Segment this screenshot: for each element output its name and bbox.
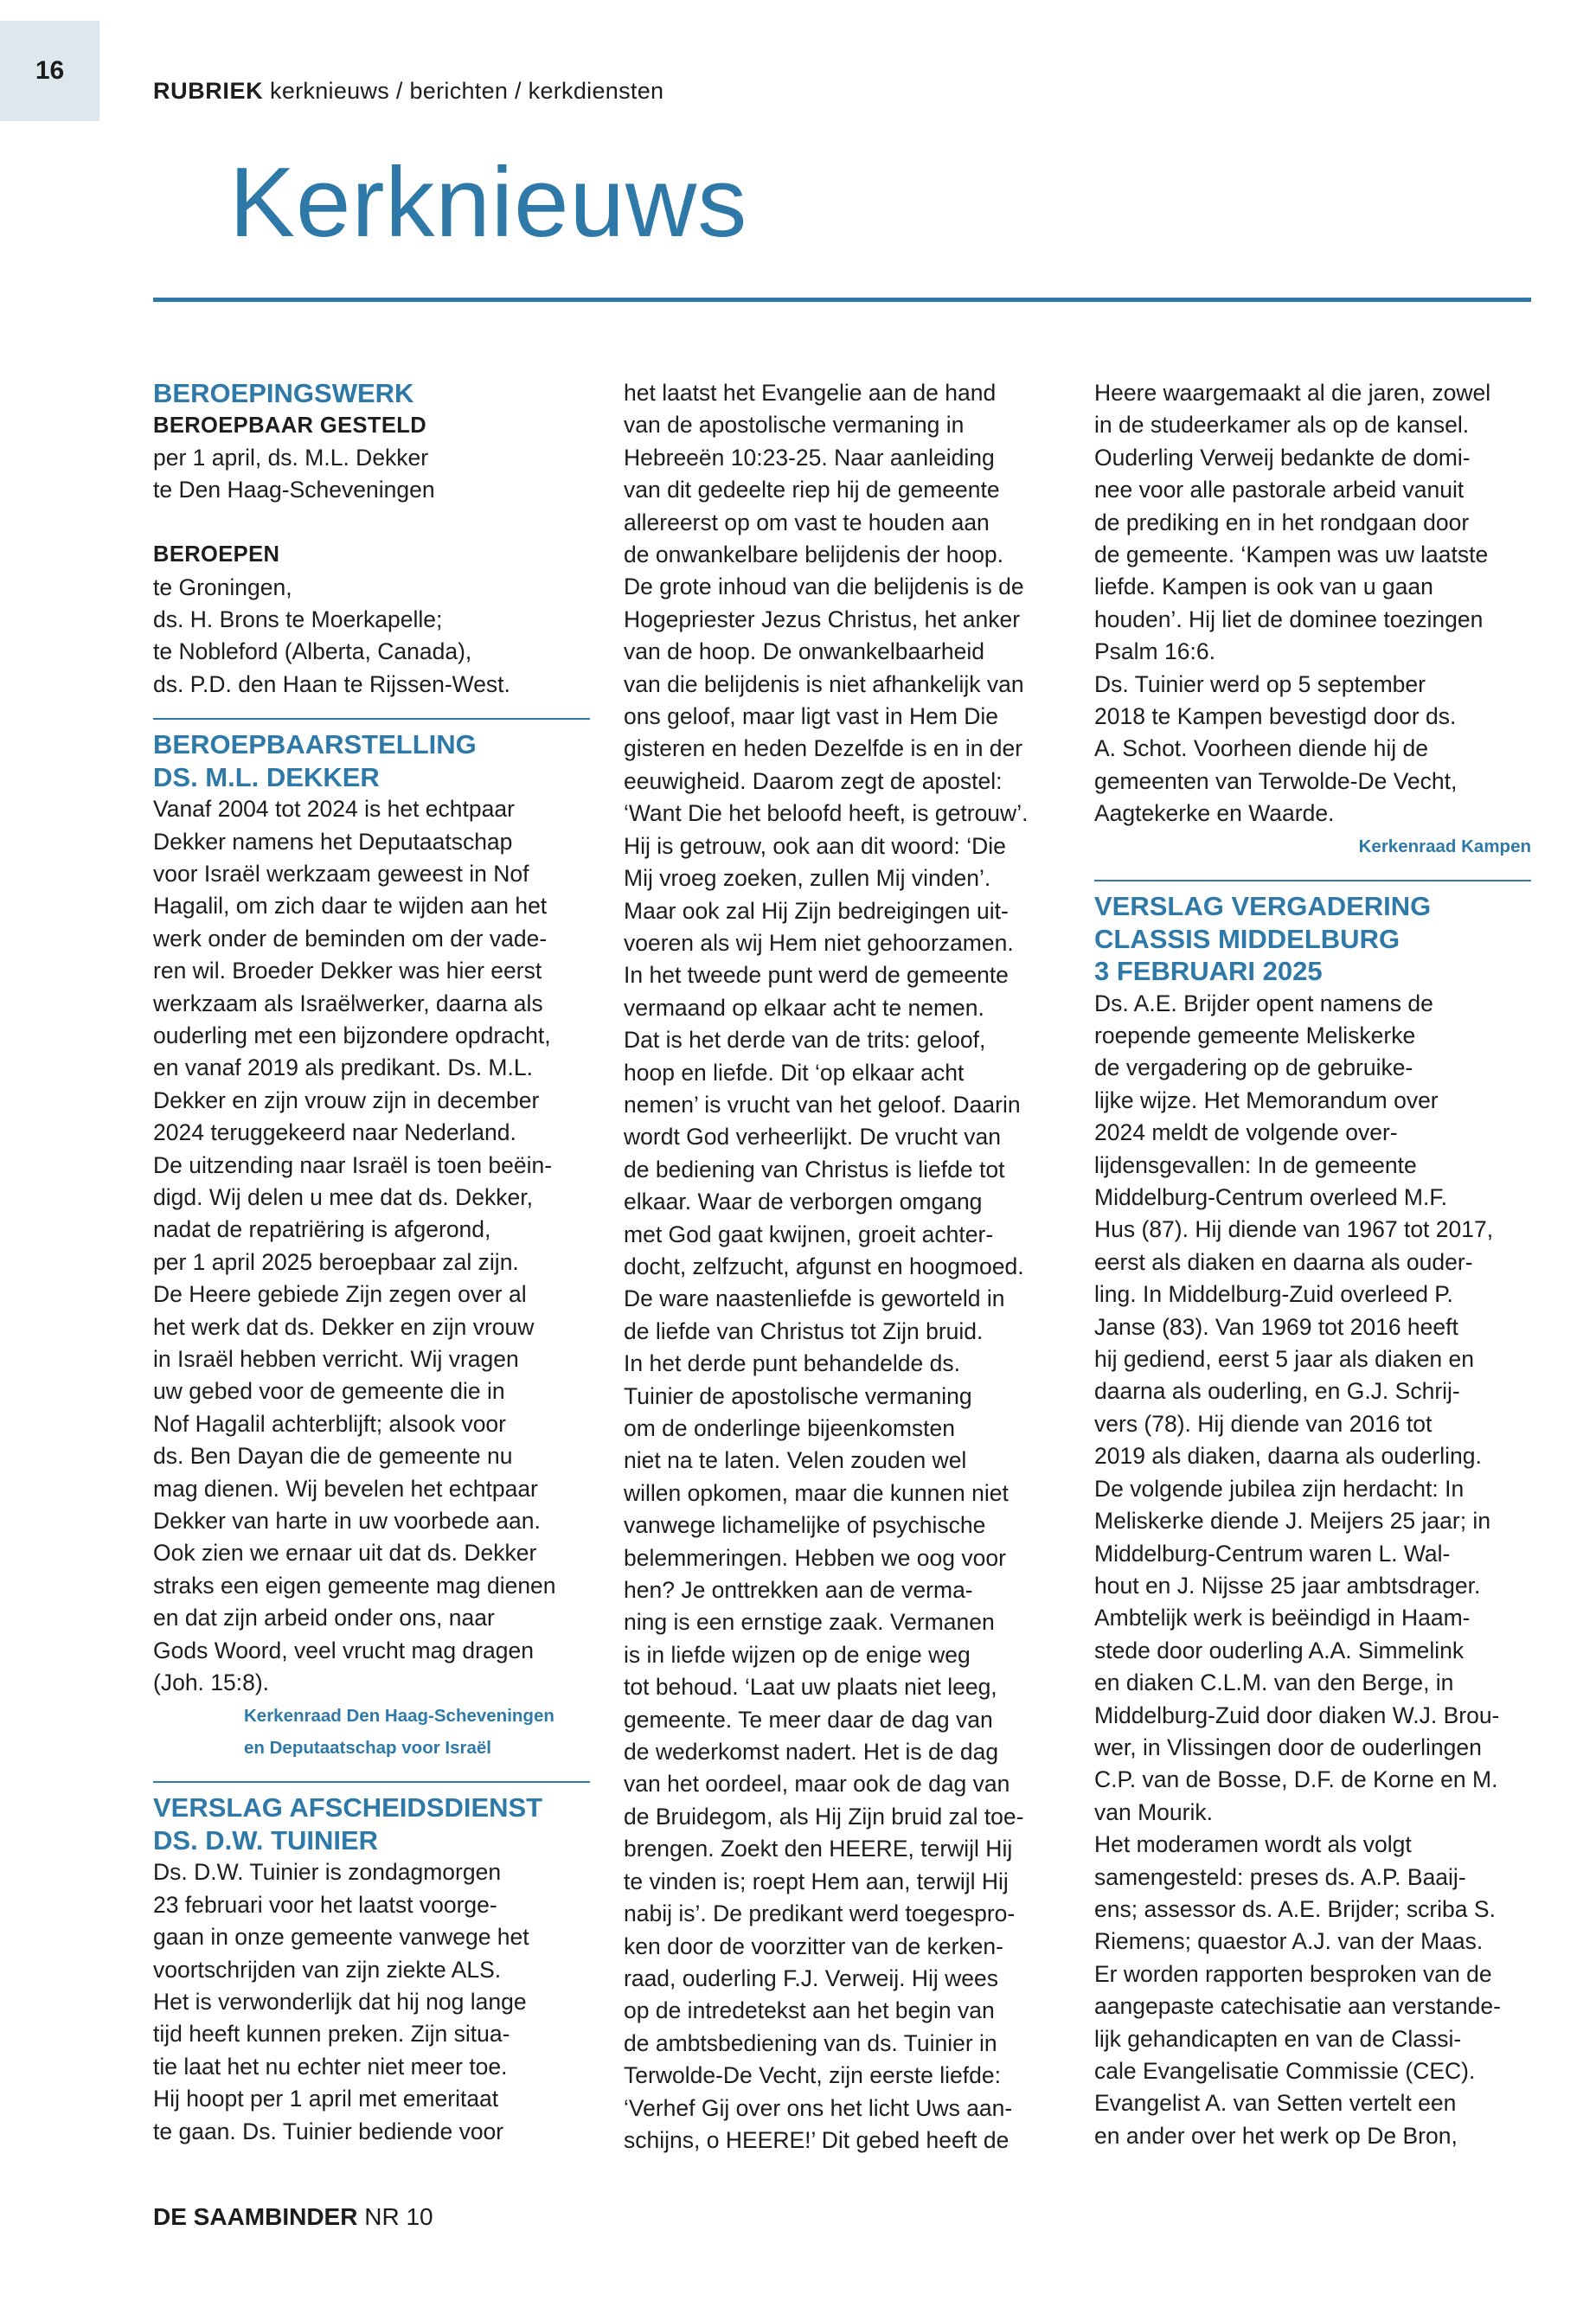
- beroepen-text: [153, 572, 590, 702]
- text-line: hout en J. Nijsse 25 jaar ambtsdrager.: [1094, 1572, 1481, 1599]
- text-line: Ds. Tuinier werd op 5 september: [1094, 670, 1426, 697]
- text-line: Hogepriester Jezus Christus, het anker: [624, 606, 1021, 632]
- text-line: Gods Woord, veel vrucht mag dragen: [153, 1637, 534, 1663]
- text-line: ning is een ernstige zaak. Vermanen: [624, 1609, 995, 1636]
- text-line: te gaan. Ds. Tuinier bediende voor: [153, 2118, 504, 2144]
- text-line: ren wil. Broeder Dekker was hier eerst: [153, 958, 542, 984]
- text-line: aangepaste catechisatie aan verstande-: [1094, 1993, 1501, 2020]
- text-line: van dit gedeelte riep hij de gemeente: [624, 477, 1000, 503]
- text-line: Aagtekerke en Waarde.: [1094, 800, 1335, 827]
- text-line: In het derde punt behandelde ds.: [624, 1350, 960, 1377]
- text-line: De volgende jubilea zijn herdacht: In: [1094, 1475, 1465, 1502]
- text-line: Middelburg-Centrum waren L. Wal-: [1094, 1540, 1451, 1567]
- text-line: raad, ouderling F.J. Verweij. Hij wees: [624, 1965, 999, 1991]
- text-line: wordt God verheerlijkt. De vrucht van: [624, 1124, 1001, 1150]
- text-line: van Mourik.: [1094, 1798, 1213, 1825]
- text-line: lijke wijze. Het Memorandum over: [1094, 1086, 1439, 1113]
- text-line: lijdensgevallen: In de gemeente: [1094, 1151, 1417, 1178]
- text-line: wer, in Vlissingen door de ouderlingen: [1094, 1734, 1482, 1760]
- text-line: C.P. van de Bosse, D.F. de Korne en M.: [1094, 1766, 1498, 1793]
- text-line: de Bruidegom, als Hij Zijn bruid zal toe-: [624, 1803, 1024, 1830]
- text-line: van die belijdenis is niet afhankelijk van: [624, 670, 1024, 697]
- text-line: Dat is het derde van de trits: geloof,: [624, 1027, 986, 1054]
- heading-afscheidsdienst: [153, 1791, 590, 1856]
- text-line: Dekker en zijn vrouw zijn in december: [153, 1086, 540, 1113]
- text-line: Ouderling Verweij bedankte de domi-: [1094, 444, 1471, 471]
- text-line: vanwege lichamelijke of psychische: [624, 1512, 986, 1539]
- text-line: DS. D.W. TUINIER: [153, 1824, 379, 1856]
- text-line: de gemeente. ‘Kampen was uw laatste: [1094, 542, 1489, 568]
- text-line: is in liefde wijzen op de enige weg: [624, 1641, 971, 1668]
- text-line: ds. P.D. den Haan te Rijssen-West.: [153, 670, 510, 697]
- text-line: schijns, o HEERE!’ Dit gebed heeft de: [624, 2126, 1010, 2153]
- text-line: Hij hoopt per 1 april met emeritaat: [153, 2086, 499, 2112]
- text-line: willen opkomen, maar die kunnen niet: [624, 1479, 1009, 1506]
- text-line: Het is verwonderlijk dat hij nog lange: [153, 1988, 527, 2015]
- afscheidsdienst-body: [153, 1856, 590, 2148]
- text-line: om de onderlinge bijeenkomsten: [624, 1415, 956, 1441]
- text-line: Dekker namens het Deputaatschap: [153, 828, 513, 855]
- page-title: Kerknieuws: [229, 148, 748, 258]
- text-line: roepende gemeente Meliskerke: [1094, 1022, 1416, 1048]
- text-line: Het moderamen wordt als volgt: [1094, 1831, 1412, 1858]
- text-line: gemeenten van Terwolde-De Vecht,: [1094, 767, 1458, 794]
- text-line: gemeente. Te meer daar de dag van: [624, 1706, 993, 1733]
- text-line: niet na te laten. Velen zouden wel: [624, 1447, 967, 1474]
- text-line: nabij is’. De predikant werd toegespro-: [624, 1900, 1016, 1927]
- text-line: De Heere gebiede Zijn zegen over al: [153, 1281, 527, 1308]
- section-divider: [1094, 880, 1531, 881]
- text-line: de prediking en in het rondgaan door: [1094, 509, 1470, 535]
- text-line: lijk gehandicapten en van de Classi-: [1094, 2025, 1462, 2052]
- signature-kampen: Kerkenraad Kampen: [1358, 836, 1531, 856]
- text-line: ens; assessor ds. A.E. Brijder; scriba S.: [1094, 1895, 1496, 1922]
- text-line: stede door ouderling A.A. Simmelink: [1094, 1637, 1465, 1663]
- text-line: Ambtelijk werk is beëindigd in Haam-: [1094, 1605, 1471, 1631]
- text-line: 23 februari voor het laatst voorge-: [153, 1891, 497, 1918]
- page-number: 16: [0, 21, 99, 121]
- text-line: Hebreeën 10:23-25. Naar aanleiding: [624, 444, 995, 471]
- text-line: van de apostolische vermaning in: [624, 412, 965, 439]
- column-3: [1094, 377, 1531, 2152]
- section-label: RUBRIEK: [153, 78, 264, 104]
- text-line: eerst als diaken en daarna als ouder-: [1094, 1248, 1473, 1275]
- classis-body: [1094, 988, 1531, 2153]
- text-line: het laatst het Evangelie aan de hand: [624, 380, 997, 406]
- afscheidsdienst-body-continued: [624, 377, 1061, 2157]
- text-line: Hij is getrouw, ook aan dit woord: ‘Die: [624, 832, 1006, 859]
- text-line: Kerkenraad Den Haag-Scheveningen: [244, 1705, 554, 1726]
- text-line: de ambtsbediening van ds. Tuinier in: [624, 2029, 997, 2056]
- column-2: [624, 377, 1061, 2157]
- text-line: uw gebed voor de gemeente die in: [153, 1378, 505, 1405]
- text-line: gaan in onze gemeente vanwege het: [153, 1924, 529, 1951]
- title-divider: [153, 298, 1531, 302]
- text-line: te Nobleford (Alberta, Canada),: [153, 638, 472, 665]
- text-line: Er worden rapporten besproken van de: [1094, 1960, 1492, 1987]
- text-line: werkzaam als Israëlwerker, daarna als: [153, 990, 543, 1016]
- text-line: ken door de voorzitter van de kerken-: [624, 1932, 1003, 1959]
- text-line: Nof Hagalil achterblijft; alsook voor: [153, 1410, 506, 1437]
- text-line: nemen’ is vrucht van het geloof. Daarin: [624, 1091, 1021, 1118]
- text-line: ds. Ben Dayan die de gemeente nu: [153, 1443, 513, 1470]
- text-line: tijd heeft kunnen preken. Zijn situa-: [153, 2021, 510, 2048]
- text-line: Middelburg-Centrum overleed M.F.: [1094, 1184, 1447, 1211]
- text-line: Maar ook zal Hij Zijn bedreigingen uit-: [624, 897, 1009, 924]
- text-line: samengesteld: preses ds. A.P. Baaij-: [1094, 1863, 1466, 1890]
- beroepbaar-gesteld-text: [153, 442, 590, 507]
- text-line: ons geloof, maar ligt vast in Hem Die: [624, 703, 999, 730]
- text-line: belemmeringen. Hebben we oog voor: [624, 1544, 1006, 1571]
- text-line: Mij vroeg zoeken, zullen Mij vinden’.: [624, 865, 991, 892]
- text-line: BEROEPBAARSTELLING: [153, 729, 477, 760]
- text-line: De ware naastenliefde is geworteld in: [624, 1285, 1005, 1312]
- text-line: Hagalil, om zich daar te wijden aan het: [153, 893, 548, 920]
- text-line: Riemens; quaestor A.J. van der Maas.: [1094, 1928, 1484, 1955]
- heading-beroepbaarstelling: [153, 728, 590, 793]
- signature-den-haag: [153, 1700, 590, 1765]
- text-line: Heere waargemaakt al die jaren, zowel: [1094, 380, 1491, 406]
- text-line: per 1 april, ds. M.L. Dekker: [153, 444, 429, 471]
- heading-beroepingswerk: BEROEPINGSWERK: [153, 378, 414, 408]
- text-line: en Deputaatschap voor Israël: [244, 1737, 491, 1758]
- text-line: tot behoud. ‘Laat uw plaats niet leeg,: [624, 1674, 997, 1701]
- text-line: voor Israël werkzaam geweest in Nof: [153, 860, 529, 887]
- text-line: VERSLAG VERGADERING: [1094, 891, 1432, 922]
- issue-number: NR 10: [364, 2203, 433, 2230]
- text-line: de bediening van Christus is liefde tot: [624, 1156, 1005, 1183]
- text-line: 2019 als diaken, daarna als ouderling.: [1094, 1443, 1482, 1470]
- beroepbaarstelling-body: [153, 793, 590, 1699]
- text-line: Ds. A.E. Brijder opent namens de: [1094, 990, 1433, 1016]
- text-line: tie laat het nu echter niet meer toe.: [153, 2053, 508, 2080]
- section-divider: [153, 1781, 590, 1783]
- footer: [153, 2203, 433, 2231]
- text-line: de vergadering op de gebruike-: [1094, 1054, 1413, 1081]
- text-line: Psalm 16:6.: [1094, 638, 1215, 665]
- section-divider: [153, 718, 590, 720]
- text-line: De uitzending naar Israël is toen beëin-: [153, 1151, 553, 1178]
- text-line: te vinden is; roept Hem aan, terwijl Hij: [624, 1868, 1009, 1894]
- text-line: De grote inhoud van die belijdenis is de: [624, 574, 1024, 600]
- text-line: (Joh. 15:8).: [153, 1670, 270, 1696]
- text-line: vers (78). Hij diende van 2016 tot: [1094, 1410, 1433, 1437]
- text-line: cale Evangelisatie Commissie (CEC).: [1094, 2058, 1476, 2084]
- text-line: hen? Je onttrekken aan de verma-: [624, 1577, 973, 1604]
- section-header: [153, 78, 663, 105]
- text-line: Terwolde-De Vecht, zijn eerste liefde:: [624, 2062, 1001, 2089]
- text-line: ds. H. Brons te Moerkapelle;: [153, 606, 443, 632]
- text-line: de liefde van Christus tot Zijn bruid.: [624, 1317, 984, 1344]
- text-line: Middelburg-Zuid door diaken W.J. Brou-: [1094, 1702, 1500, 1728]
- text-line: VERSLAG AFSCHEIDSDIENST: [153, 1792, 543, 1823]
- heading-classis-middelburg: [1094, 890, 1531, 988]
- text-line: In het tweede punt werd de gemeente: [624, 962, 1009, 989]
- text-line: digd. Wij delen u mee dat ds. Dekker,: [153, 1184, 533, 1211]
- text-line: nee voor alle pastorale arbeid vanuit: [1094, 477, 1465, 503]
- text-line: houden’. Hij liet de dominee toezingen: [1094, 606, 1484, 632]
- text-line: nadat de repatriëring is afgerond,: [153, 1216, 491, 1243]
- text-line: het werk dat ds. Dekker en zijn vrouw: [153, 1313, 535, 1340]
- text-line: 2018 te Kampen bevestigd door ds.: [1094, 703, 1457, 730]
- text-line: mag dienen. Wij bevelen het echtpaar: [153, 1475, 538, 1502]
- text-line: van de hoop. De onwankelbaarheid: [624, 638, 984, 665]
- text-line: Hus (87). Hij diende van 1967 tot 2017,: [1094, 1216, 1494, 1243]
- text-line: werk onder de beminden om der vade-: [153, 925, 548, 952]
- text-line: daarna als ouderling, en G.J. Schrij-: [1094, 1378, 1460, 1405]
- text-line: hij gediend, eerst 5 jaar als diaken en: [1094, 1346, 1475, 1373]
- text-line: de wederkomst nadert. Het is de dag: [624, 1739, 999, 1766]
- column-1: [153, 377, 590, 2148]
- text-line: A. Schot. Voorheen diende hij de: [1094, 735, 1429, 762]
- subheading-beroepen: BEROEPEN: [153, 542, 280, 567]
- text-line: ouderling met een bijzondere opdracht,: [153, 1022, 551, 1048]
- text-line: in de studeerkamer als op de kansel.: [1094, 412, 1470, 439]
- text-line: met God gaat kwijnen, groeit achter-: [624, 1221, 994, 1247]
- text-line: en ander over het werk op De Bron,: [1094, 2122, 1458, 2149]
- text-line: allereerst op om vast te houden aan: [624, 509, 990, 535]
- text-line: in Israël hebben verricht. Wij vragen: [153, 1346, 519, 1373]
- text-line: Ds. D.W. Tuinier is zondagmorgen: [153, 1859, 502, 1886]
- text-line: eeuwigheid. Daarom zegt de apostel:: [624, 767, 1003, 794]
- text-line: ‘Want Die het beloofd heeft, is getrouw’.: [624, 800, 1029, 827]
- text-line: Tuinier de apostolische vermaning: [624, 1382, 972, 1409]
- text-line: voortschrijden van zijn ziekte ALS.: [153, 1956, 502, 1983]
- text-line: liefde. Kampen is ook van u gaan: [1094, 574, 1433, 600]
- text-line: hoop en liefde. Dit ‘op elkaar acht: [624, 1059, 965, 1086]
- publication-name: DE SAAMBINDER: [153, 2203, 358, 2230]
- text-line: en vanaf 2019 als predikant. Ds. M.L.: [153, 1054, 533, 1081]
- text-line: Meliskerke diende J. Meijers 25 jaar; in: [1094, 1508, 1491, 1535]
- text-line: 2024 meldt de volgende over-: [1094, 1119, 1398, 1146]
- text-line: van het oordeel, maar ook de dag van: [624, 1771, 1010, 1798]
- text-line: Evangelist A. van Setten vertelt een: [1094, 2090, 1457, 2117]
- text-line: CLASSIS MIDDELBURG: [1094, 923, 1401, 954]
- text-line: vermaand op elkaar acht te nemen.: [624, 994, 984, 1021]
- text-line: en diaken C.L.M. van den Berge, in: [1094, 1670, 1454, 1696]
- text-line: straks een eigen gemeente mag dienen: [153, 1572, 556, 1599]
- text-line: de onwankelbare belijdenis der hoop.: [624, 542, 1004, 568]
- text-line: ling. In Middelburg-Zuid overleed P.: [1094, 1281, 1453, 1308]
- text-line: ‘Verhef Gij over ons het licht Uws aan-: [624, 2094, 1013, 2121]
- text-line: Janse (83). Van 1969 tot 2016 heeft: [1094, 1313, 1458, 1340]
- afscheidsdienst-body-end: [1094, 377, 1531, 830]
- section-path: kerknieuws / berichten / kerkdiensten: [270, 78, 664, 104]
- text-line: brengen. Zoekt den HEERE, terwijl Hij: [624, 1836, 1013, 1862]
- text-line: te Groningen,: [153, 574, 292, 600]
- subheading-beroepbaar-gesteld: BEROEPBAAR GESTELD: [153, 413, 427, 438]
- text-line: Ook zien we ernaar uit dat ds. Dekker: [153, 1540, 537, 1567]
- text-line: elkaar. Waar de verborgen omgang: [624, 1189, 983, 1215]
- text-line: per 1 april 2025 beroepbaar zal zijn.: [153, 1248, 519, 1275]
- text-line: 3 FEBRUARI 2025: [1094, 956, 1323, 987]
- text-line: op de intredetekst aan het begin van: [624, 1997, 995, 2024]
- text-line: te Den Haag-Scheveningen: [153, 477, 435, 503]
- text-line: en dat zijn arbeid onder ons, naar: [153, 1605, 495, 1631]
- text-line: Vanaf 2004 tot 2024 is het echtpaar: [153, 796, 515, 823]
- text-line: gisteren en heden Dezelfde is en in der: [624, 735, 1023, 762]
- text-line: DS. M.L. DEKKER: [153, 761, 380, 792]
- text-line: voeren als wij Hem niet gehoorzamen.: [624, 929, 1014, 956]
- text-line: docht, zelfzucht, afgunst en hoogmoed.: [624, 1253, 1024, 1279]
- text-line: Dekker van harte in uw voorbede aan.: [153, 1508, 541, 1535]
- text-line: 2024 teruggekeerd naar Nederland.: [153, 1119, 516, 1146]
